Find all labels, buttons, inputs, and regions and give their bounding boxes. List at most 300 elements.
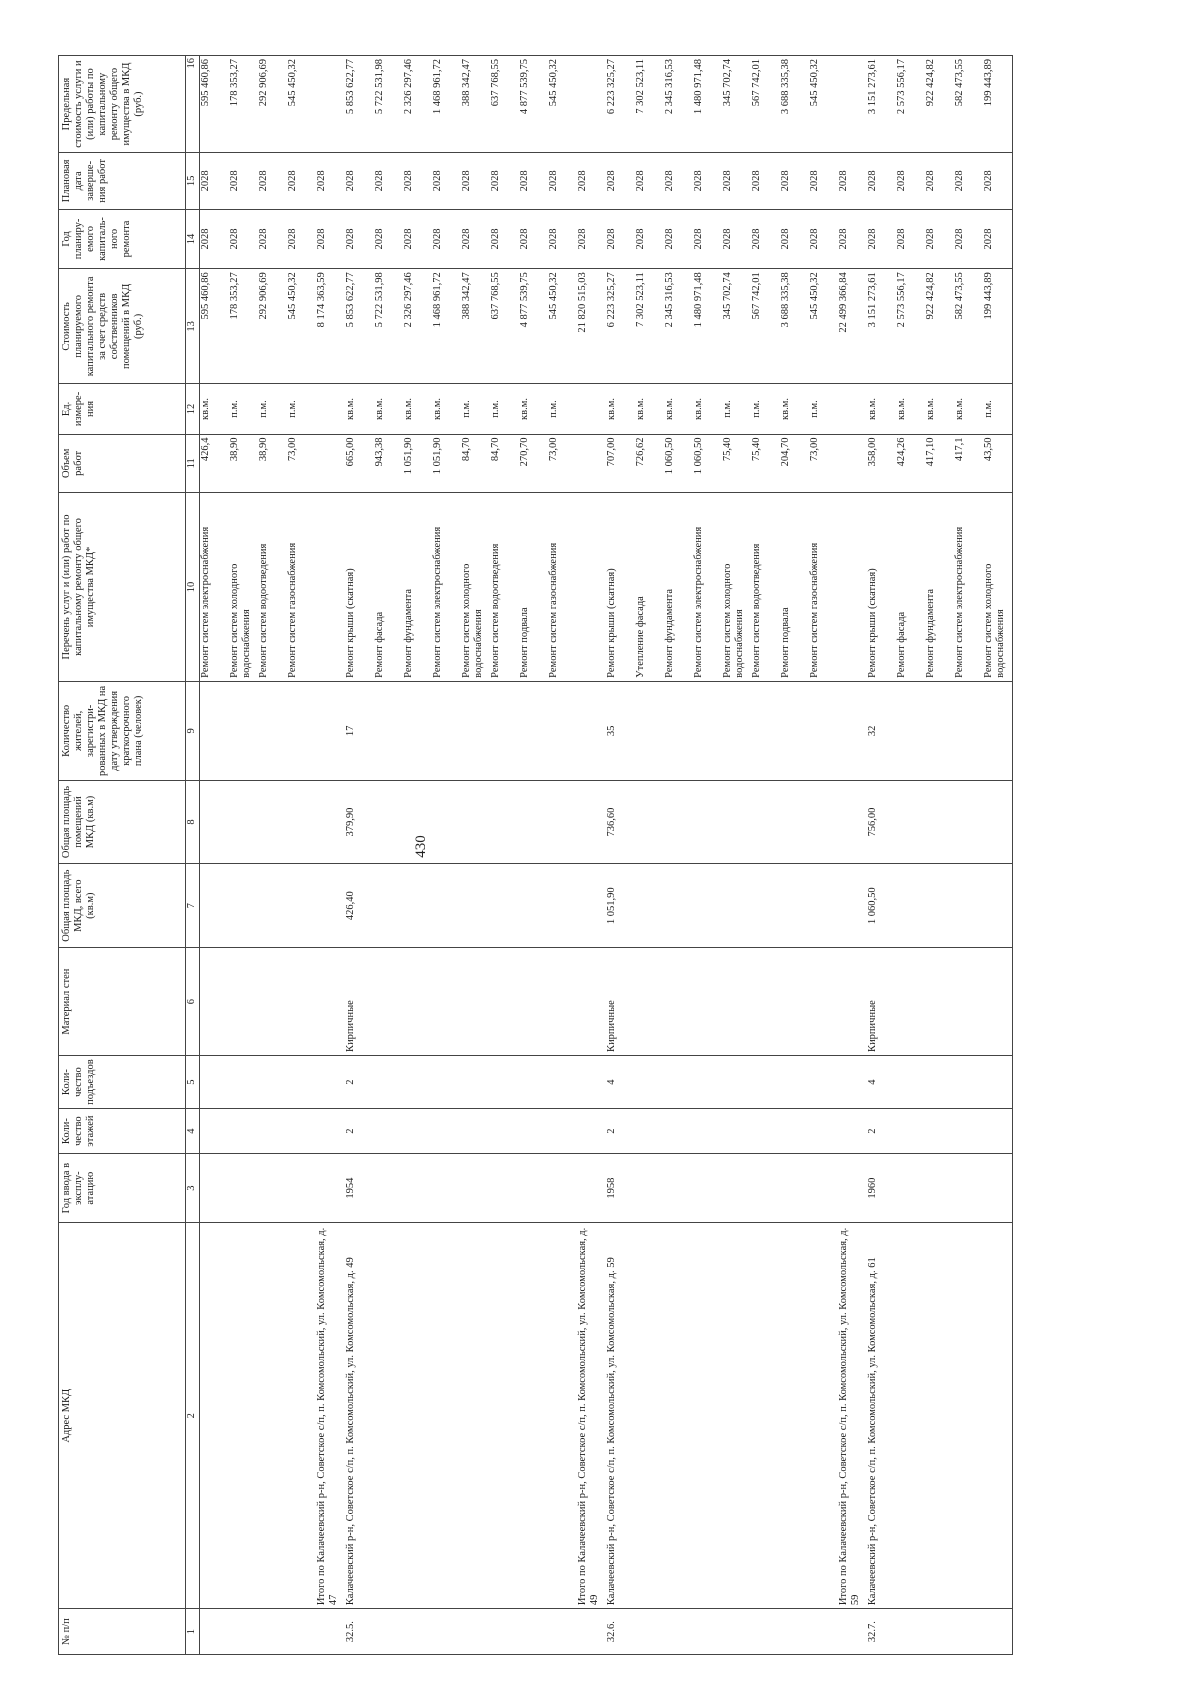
- cell-col-5: [229, 1055, 258, 1108]
- cell-col-4: [490, 1109, 519, 1154]
- cell-col-9: [316, 681, 345, 780]
- cell-col-16: 178 353,27: [229, 56, 258, 153]
- table-row: [345, 56, 374, 1655]
- cell-col-6: [780, 948, 809, 1056]
- table-row: [229, 56, 258, 1655]
- cell-col-1: [635, 1609, 664, 1655]
- cell-col-15: 2028: [722, 153, 751, 209]
- cell-col-8: [403, 780, 432, 863]
- cell-col-16: 545 450,32: [548, 56, 577, 153]
- cell-col-4: [635, 1109, 664, 1154]
- cell-col-2: Калачеевский р-н, Советское с/п, п. Комсомольский, ул. Комсомольская, д. 61: [867, 1223, 896, 1609]
- cell-col-1: [432, 1609, 461, 1655]
- cell-col-13: 545 450,32: [287, 269, 316, 384]
- cell-col-9: 32: [867, 681, 896, 780]
- column-index-row: [186, 56, 200, 1655]
- cell-col-14: 2028: [983, 209, 1013, 269]
- cell-col-5: 4: [867, 1055, 896, 1108]
- cell-col-5: [432, 1055, 461, 1108]
- cell-col-15: 2028: [374, 153, 403, 209]
- cell-col-15: 2028: [287, 153, 316, 209]
- cell-col-14: 2028: [896, 209, 925, 269]
- cell-col-6: [229, 948, 258, 1056]
- cell-col-10: Ремонт систем холодного водоснабжения: [461, 493, 490, 682]
- table-row: [664, 56, 693, 1655]
- cell-col-9: [519, 681, 548, 780]
- cell-col-5: [635, 1055, 664, 1108]
- cell-col-3: [432, 1154, 461, 1223]
- table-row: [983, 56, 1013, 1655]
- cell-col-2: [896, 1223, 925, 1609]
- cell-col-1: [838, 1609, 867, 1655]
- cell-col-1: [374, 1609, 403, 1655]
- cell-col-4: [664, 1109, 693, 1154]
- header-row: [59, 56, 186, 1655]
- cell-col-11: 73,00: [287, 434, 316, 493]
- cell-col-13: 637 768,55: [490, 269, 519, 384]
- cell-col-10: Ремонт систем холодного водоснабжения: [722, 493, 751, 682]
- cell-col-10: Утепление фасада: [635, 493, 664, 682]
- table-row: [867, 56, 896, 1655]
- cell-col-2: Итого по Калачеевский р-н, Советское с/п, п. Комсомольский, ул. Комсомольская, д. 47: [316, 1223, 345, 1609]
- table-row: [809, 56, 838, 1655]
- cell-col-6: [983, 948, 1013, 1056]
- cell-col-1: [287, 1609, 316, 1655]
- cell-col-15: 2028: [780, 153, 809, 209]
- cell-col-5: [896, 1055, 925, 1108]
- cell-col-7: [577, 864, 606, 948]
- cell-col-4: [809, 1109, 838, 1154]
- cell-col-11: 424,26: [896, 434, 925, 493]
- cell-col-10: Ремонт фундамента: [403, 493, 432, 682]
- cell-col-5: [200, 1055, 230, 1108]
- cell-col-16: 345 702,74: [722, 56, 751, 153]
- cell-col-10: Ремонт систем газоснабжения: [287, 493, 316, 682]
- cell-col-5: [751, 1055, 780, 1108]
- table-row: [548, 56, 577, 1655]
- cell-col-15: 2028: [954, 153, 983, 209]
- cell-col-2: Итого по Калачеевский р-н, Советское с/п, п. Комсомольский, ул. Комсомольская, д. 49: [577, 1223, 606, 1609]
- column-index-cell: 16: [186, 56, 200, 153]
- cell-col-10: Ремонт систем холодного водоснабжения: [229, 493, 258, 682]
- cell-col-16: 2 326 297,46: [403, 56, 432, 153]
- cell-col-8: 379,90: [345, 780, 374, 863]
- cell-col-16: 292 906,69: [258, 56, 287, 153]
- cell-col-6: [287, 948, 316, 1056]
- cell-col-15: 2028: [635, 153, 664, 209]
- cell-col-6: [635, 948, 664, 1056]
- cell-col-11: [316, 434, 345, 493]
- cell-col-11: 943,38: [374, 434, 403, 493]
- cell-col-8: [432, 780, 461, 863]
- cell-col-10: Ремонт систем водоотведения: [490, 493, 519, 682]
- cell-col-6: [374, 948, 403, 1056]
- cell-col-13: 922 424,82: [925, 269, 954, 384]
- cell-col-2: [780, 1223, 809, 1609]
- cell-col-7: [374, 864, 403, 948]
- cell-col-2: [548, 1223, 577, 1609]
- cell-col-14: 2028: [287, 209, 316, 269]
- column-index-cell: 15: [186, 153, 200, 209]
- cell-col-3: [722, 1154, 751, 1223]
- cell-col-3: 1954: [345, 1154, 374, 1223]
- cell-col-9: [403, 681, 432, 780]
- table-row: [954, 56, 983, 1655]
- cell-col-5: [838, 1055, 867, 1108]
- table-row: [200, 56, 230, 1655]
- cell-col-5: 4: [606, 1055, 635, 1108]
- cell-col-11: 84,70: [461, 434, 490, 493]
- cell-col-8: [809, 780, 838, 863]
- cell-col-9: [954, 681, 983, 780]
- header-cell-4: Коли-чество этажей: [59, 1109, 186, 1154]
- cell-col-15: 2028: [519, 153, 548, 209]
- cell-col-15: 2028: [490, 153, 519, 209]
- cell-col-8: [316, 780, 345, 863]
- table-row: [780, 56, 809, 1655]
- cell-col-9: [548, 681, 577, 780]
- cell-col-4: 2: [867, 1109, 896, 1154]
- cell-col-4: [374, 1109, 403, 1154]
- cell-col-6: [200, 948, 230, 1056]
- cell-col-3: [809, 1154, 838, 1223]
- cell-col-5: [693, 1055, 722, 1108]
- cell-col-9: [664, 681, 693, 780]
- cell-col-15: 2028: [896, 153, 925, 209]
- cell-col-14: 2028: [403, 209, 432, 269]
- cell-col-8: [490, 780, 519, 863]
- cell-col-10: Ремонт фасада: [374, 493, 403, 682]
- cell-col-13: 292 906,69: [258, 269, 287, 384]
- cell-col-7: [751, 864, 780, 948]
- column-index-cell: 6: [186, 948, 200, 1056]
- cell-col-16: 199 443,89: [983, 56, 1013, 153]
- cell-col-5: [925, 1055, 954, 1108]
- cell-col-12: кв.м.: [519, 384, 548, 434]
- cell-col-7: [635, 864, 664, 948]
- cell-col-14: 2028: [548, 209, 577, 269]
- table-row: [490, 56, 519, 1655]
- header-cell-7: Общая площадь МКД, всего (кв.м): [59, 864, 186, 948]
- cell-col-3: [461, 1154, 490, 1223]
- cell-col-15: 2028: [548, 153, 577, 209]
- cell-col-8: [838, 780, 867, 863]
- cell-col-3: [983, 1154, 1013, 1223]
- cell-col-12: кв.м.: [200, 384, 230, 434]
- cell-col-12: кв.м.: [664, 384, 693, 434]
- cell-col-2: [983, 1223, 1013, 1609]
- cell-col-12: кв.м.: [345, 384, 374, 434]
- header-cell-6: Материал стен: [59, 948, 186, 1056]
- cell-col-6: [664, 948, 693, 1056]
- cell-col-5: [374, 1055, 403, 1108]
- cell-col-6: [403, 948, 432, 1056]
- cell-col-9: [983, 681, 1013, 780]
- cell-col-10: [577, 493, 606, 682]
- cell-col-2: [461, 1223, 490, 1609]
- cell-col-2: [693, 1223, 722, 1609]
- cell-col-5: [403, 1055, 432, 1108]
- cell-col-4: [461, 1109, 490, 1154]
- cell-col-16: 3 151 273,61: [867, 56, 896, 153]
- cell-col-11: 665,00: [345, 434, 374, 493]
- cell-col-10: Ремонт подвала: [519, 493, 548, 682]
- cell-col-3: 1960: [867, 1154, 896, 1223]
- cell-col-14: 2028: [490, 209, 519, 269]
- cell-col-12: п.м.: [287, 384, 316, 434]
- cell-col-10: Ремонт крыши (скатная): [606, 493, 635, 682]
- cell-col-15: 2028: [577, 153, 606, 209]
- cell-col-4: [432, 1109, 461, 1154]
- cell-col-6: [432, 948, 461, 1056]
- cell-col-10: Ремонт систем холодного водоснабжения: [983, 493, 1013, 682]
- cell-col-14: 2028: [606, 209, 635, 269]
- cell-col-10: Ремонт систем водоотведения: [751, 493, 780, 682]
- cell-col-8: [664, 780, 693, 863]
- cell-col-8: [780, 780, 809, 863]
- cell-col-12: [316, 384, 345, 434]
- cell-col-6: [577, 948, 606, 1056]
- cell-col-8: 736,60: [606, 780, 635, 863]
- cell-col-13: 21 820 515,03: [577, 269, 606, 384]
- cell-col-9: [432, 681, 461, 780]
- cell-col-2: [664, 1223, 693, 1609]
- cell-col-4: [693, 1109, 722, 1154]
- cell-col-4: [287, 1109, 316, 1154]
- table-row: [461, 56, 490, 1655]
- cell-col-16: 5 722 531,98: [374, 56, 403, 153]
- cell-col-13: 1 480 971,48: [693, 269, 722, 384]
- cell-col-6: [490, 948, 519, 1056]
- cell-col-4: [548, 1109, 577, 1154]
- cell-col-12: п.м.: [548, 384, 577, 434]
- cell-col-9: [577, 681, 606, 780]
- cell-col-4: 2: [345, 1109, 374, 1154]
- cell-col-3: [519, 1154, 548, 1223]
- cell-col-13: 5 853 622,77: [345, 269, 374, 384]
- cell-col-1: [722, 1609, 751, 1655]
- cell-col-11: 75,40: [751, 434, 780, 493]
- cell-col-15: 2028: [345, 153, 374, 209]
- cell-col-4: [838, 1109, 867, 1154]
- cell-col-13: 2 326 297,46: [403, 269, 432, 384]
- cell-col-9: [490, 681, 519, 780]
- cell-col-7: 426,40: [345, 864, 374, 948]
- cell-col-15: 2028: [316, 153, 345, 209]
- cell-col-2: [925, 1223, 954, 1609]
- table-row: [722, 56, 751, 1655]
- cell-col-14: 2028: [229, 209, 258, 269]
- cell-col-10: Ремонт систем газоснабжения: [809, 493, 838, 682]
- cell-col-8: [548, 780, 577, 863]
- column-index-cell: 4: [186, 1109, 200, 1154]
- cell-col-5: [954, 1055, 983, 1108]
- header-cell-15: Плановая дата заверше-ния работ: [59, 153, 186, 209]
- cell-col-13: 6 223 325,27: [606, 269, 635, 384]
- cell-col-11: 358,00: [867, 434, 896, 493]
- cell-col-8: [258, 780, 287, 863]
- cell-col-15: 2028: [229, 153, 258, 209]
- cell-col-10: Ремонт фасада: [896, 493, 925, 682]
- header-cell-13: Стоимость планируемого капитального ремонта за счет средств собственников помещений в МКД (руб.): [59, 269, 186, 384]
- cell-col-11: 707,00: [606, 434, 635, 493]
- table-row: [432, 56, 461, 1655]
- cell-col-13: 582 473,55: [954, 269, 983, 384]
- cell-col-14: 2028: [374, 209, 403, 269]
- cell-col-6: [693, 948, 722, 1056]
- cell-col-5: [519, 1055, 548, 1108]
- cell-col-10: Ремонт фундамента: [664, 493, 693, 682]
- cell-col-7: [258, 864, 287, 948]
- cell-col-10: Ремонт крыши (скатная): [345, 493, 374, 682]
- cell-col-14: 2028: [722, 209, 751, 269]
- cell-col-4: [751, 1109, 780, 1154]
- cell-col-15: 2028: [606, 153, 635, 209]
- cell-col-2: [200, 1223, 230, 1609]
- cell-col-3: 1958: [606, 1154, 635, 1223]
- cell-col-1: [896, 1609, 925, 1655]
- cell-col-3: [693, 1154, 722, 1223]
- cell-col-11: 726,62: [635, 434, 664, 493]
- cell-col-9: [693, 681, 722, 780]
- table-row: [519, 56, 548, 1655]
- cell-col-7: [229, 864, 258, 948]
- cell-col-7: [722, 864, 751, 948]
- cell-col-12: кв.м.: [693, 384, 722, 434]
- cell-col-1: [954, 1609, 983, 1655]
- cell-col-2: [403, 1223, 432, 1609]
- header-cell-10: Перечень услуг и (или) работ по капитальному ремонту общего имущества МКД*: [59, 493, 186, 682]
- cell-col-15: 2028: [867, 153, 896, 209]
- cell-col-4: 2: [606, 1109, 635, 1154]
- cell-col-12: [838, 384, 867, 434]
- cell-col-10: Ремонт систем газоснабжения: [548, 493, 577, 682]
- cell-col-11: 1 060,50: [664, 434, 693, 493]
- cell-col-5: [287, 1055, 316, 1108]
- cell-col-8: 756,00: [867, 780, 896, 863]
- cell-col-12: п.м.: [751, 384, 780, 434]
- header-cell-5: Коли-чество подъездов: [59, 1055, 186, 1108]
- cell-col-11: [838, 434, 867, 493]
- cell-col-4: [896, 1109, 925, 1154]
- cell-col-1: [751, 1609, 780, 1655]
- cell-col-12: кв.м.: [896, 384, 925, 434]
- cell-col-5: [461, 1055, 490, 1108]
- cell-col-15: 2028: [809, 153, 838, 209]
- cell-col-6: [954, 948, 983, 1056]
- cell-col-6: [461, 948, 490, 1056]
- cell-col-11: 84,70: [490, 434, 519, 493]
- table-row: [316, 56, 345, 1655]
- cell-col-3: [258, 1154, 287, 1223]
- column-index-cell: 3: [186, 1154, 200, 1223]
- cell-col-16: 1 480 971,48: [693, 56, 722, 153]
- cell-col-15: 2028: [925, 153, 954, 209]
- table-row: [635, 56, 664, 1655]
- cell-col-4: [954, 1109, 983, 1154]
- cell-col-4: [316, 1109, 345, 1154]
- cell-col-9: [925, 681, 954, 780]
- cell-col-12: п.м.: [258, 384, 287, 434]
- cell-col-10: [838, 493, 867, 682]
- cell-col-15: 2028: [432, 153, 461, 209]
- cell-col-14: 2028: [577, 209, 606, 269]
- cell-col-16: 6 223 325,27: [606, 56, 635, 153]
- cell-col-3: [780, 1154, 809, 1223]
- cell-col-5: [490, 1055, 519, 1108]
- cell-col-3: [751, 1154, 780, 1223]
- cell-col-6: [316, 948, 345, 1056]
- cell-col-15: 2028: [461, 153, 490, 209]
- cell-col-11: 43,50: [983, 434, 1013, 493]
- cell-col-11: 426,4: [200, 434, 230, 493]
- cell-col-4: [200, 1109, 230, 1154]
- table-row: [693, 56, 722, 1655]
- cell-col-16: 922 424,82: [925, 56, 954, 153]
- cell-col-15: 2028: [664, 153, 693, 209]
- cell-col-9: [809, 681, 838, 780]
- cell-col-9: [200, 681, 230, 780]
- cell-col-9: [461, 681, 490, 780]
- cell-col-9: 17: [345, 681, 374, 780]
- cell-col-1: [925, 1609, 954, 1655]
- column-index-cell: 12: [186, 384, 200, 434]
- cell-col-9: [722, 681, 751, 780]
- cell-col-5: [780, 1055, 809, 1108]
- cell-col-10: Ремонт крыши (скатная): [867, 493, 896, 682]
- cell-col-16: [838, 56, 867, 153]
- table-row: [403, 56, 432, 1655]
- cell-col-8: [577, 780, 606, 863]
- cell-col-12: кв.м.: [925, 384, 954, 434]
- cell-col-3: [403, 1154, 432, 1223]
- cell-col-3: [838, 1154, 867, 1223]
- cell-col-16: 567 742,01: [751, 56, 780, 153]
- cell-col-1: [780, 1609, 809, 1655]
- cell-col-12: кв.м.: [867, 384, 896, 434]
- cell-col-12: кв.м.: [780, 384, 809, 434]
- cell-col-7: 1 051,90: [606, 864, 635, 948]
- table-row: [606, 56, 635, 1655]
- cell-col-14: 2028: [316, 209, 345, 269]
- cell-col-12: кв.м.: [403, 384, 432, 434]
- cell-col-3: [954, 1154, 983, 1223]
- cell-col-2: [229, 1223, 258, 1609]
- cell-col-7: [664, 864, 693, 948]
- cell-col-9: [287, 681, 316, 780]
- cell-col-7: [838, 864, 867, 948]
- cell-col-1: [490, 1609, 519, 1655]
- cell-col-4: [229, 1109, 258, 1154]
- cell-col-8: [693, 780, 722, 863]
- cell-col-12: кв.м.: [635, 384, 664, 434]
- cell-col-11: 38,90: [229, 434, 258, 493]
- cell-col-8: [722, 780, 751, 863]
- header-cell-1: № п/п: [59, 1609, 186, 1655]
- repair-plan-table: [58, 55, 1013, 1655]
- cell-col-11: 204,70: [780, 434, 809, 493]
- cell-col-1: [519, 1609, 548, 1655]
- cell-col-2: [432, 1223, 461, 1609]
- cell-col-13: 1 468 961,72: [432, 269, 461, 384]
- cell-col-15: 2028: [751, 153, 780, 209]
- cell-col-10: [316, 493, 345, 682]
- cell-col-13: 595 460,86: [200, 269, 230, 384]
- cell-col-8: [983, 780, 1013, 863]
- table-row: [374, 56, 403, 1655]
- cell-col-7: [983, 864, 1013, 948]
- cell-col-4: [577, 1109, 606, 1154]
